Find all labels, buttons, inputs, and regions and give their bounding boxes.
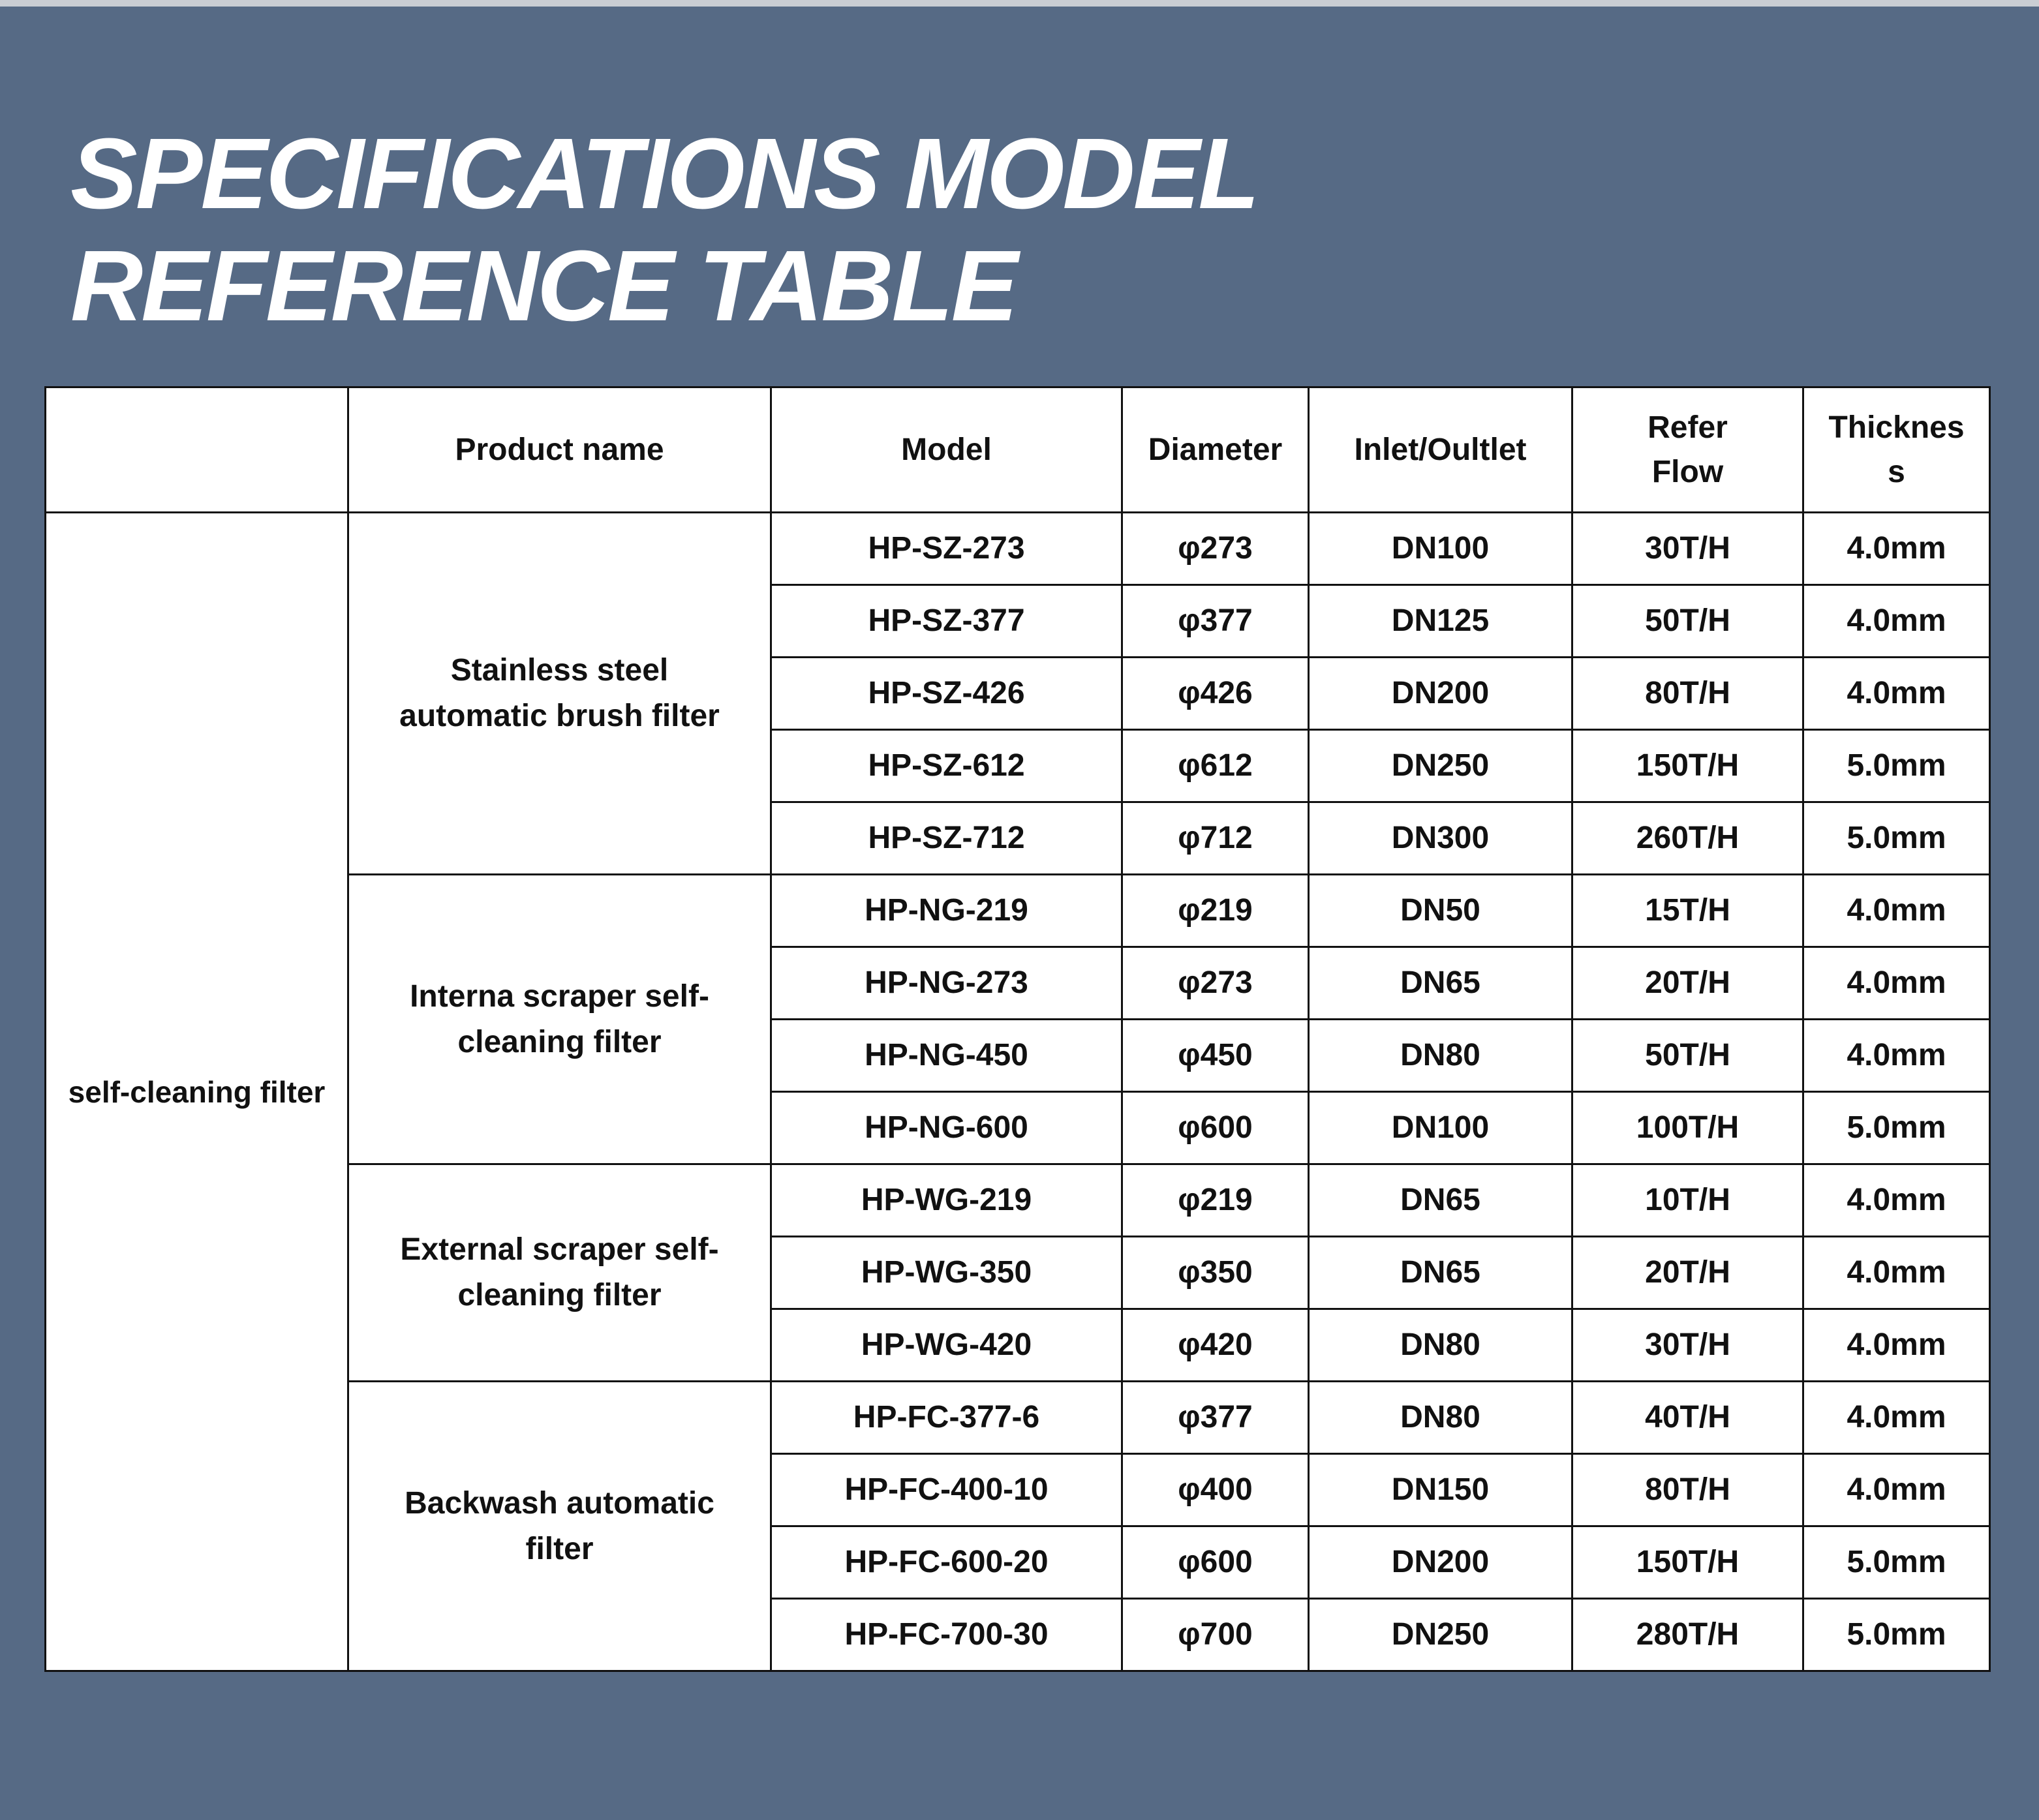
diameter-cell: φ712 xyxy=(1122,802,1309,875)
model-cell: HP-NG-600 xyxy=(771,1092,1122,1164)
inlet-cell: DN80 xyxy=(1309,1382,1572,1454)
inlet-cell: DN80 xyxy=(1309,1309,1572,1382)
diameter-cell: φ377 xyxy=(1122,585,1309,658)
diameter-cell: φ600 xyxy=(1122,1526,1309,1599)
thickness-cell: 5.0mm xyxy=(1803,1092,1990,1164)
flow-cell: 80T/H xyxy=(1572,658,1803,730)
table-row xyxy=(46,513,1990,585)
flow-cell: 15T/H xyxy=(1572,875,1803,947)
product-name-line-1: Interna scraper self- xyxy=(410,978,709,1014)
header-inlet-outlet: Inlet/Oultlet xyxy=(1309,387,1572,513)
inlet-cell: DN65 xyxy=(1309,1164,1572,1237)
header-thickness-line-2: s xyxy=(1888,454,1905,489)
diameter-cell: φ600 xyxy=(1122,1092,1309,1164)
flow-cell: 150T/H xyxy=(1572,1526,1803,1599)
model-cell: HP-NG-219 xyxy=(771,875,1122,947)
diameter-cell: φ219 xyxy=(1122,875,1309,947)
model-cell: HP-FC-700-30 xyxy=(771,1599,1122,1671)
inlet-cell: DN200 xyxy=(1309,658,1572,730)
flow-cell: 150T/H xyxy=(1572,730,1803,802)
product-name-cell xyxy=(348,513,771,875)
flow-cell: 30T/H xyxy=(1572,513,1803,585)
header-model: Model xyxy=(771,387,1122,513)
model-cell: HP-FC-377-6 xyxy=(771,1382,1122,1454)
model-cell: HP-SZ-273 xyxy=(771,513,1122,585)
thickness-cell: 4.0mm xyxy=(1803,875,1990,947)
diameter-cell: φ450 xyxy=(1122,1020,1309,1092)
inlet-cell: DN80 xyxy=(1309,1020,1572,1092)
thickness-cell: 4.0mm xyxy=(1803,1020,1990,1092)
thickness-cell: 4.0mm xyxy=(1803,1237,1990,1309)
flow-cell: 80T/H xyxy=(1572,1454,1803,1526)
flow-cell: 20T/H xyxy=(1572,1237,1803,1309)
thickness-cell: 5.0mm xyxy=(1803,802,1990,875)
inlet-cell: DN200 xyxy=(1309,1526,1572,1599)
flow-cell: 40T/H xyxy=(1572,1382,1803,1454)
header-thickness-line-1: Thicknes xyxy=(1828,410,1965,445)
model-cell: HP-NG-450 xyxy=(771,1020,1122,1092)
thickness-cell: 4.0mm xyxy=(1803,658,1990,730)
inlet-cell: DN250 xyxy=(1309,1599,1572,1671)
diameter-cell: φ420 xyxy=(1122,1309,1309,1382)
diameter-cell: φ273 xyxy=(1122,947,1309,1020)
title-line-2: REFERENCE TABLE xyxy=(70,230,1017,342)
thickness-cell: 4.0mm xyxy=(1803,1164,1990,1237)
inlet-cell: DN65 xyxy=(1309,1237,1572,1309)
flow-cell: 260T/H xyxy=(1572,802,1803,875)
product-name-cell xyxy=(348,875,771,1164)
product-name-line-1: External scraper self- xyxy=(400,1232,719,1267)
diameter-cell: φ700 xyxy=(1122,1599,1309,1671)
header-thickness xyxy=(1803,387,1990,513)
inlet-cell: DN250 xyxy=(1309,730,1572,802)
product-name-line-2: cleaning filter xyxy=(457,1024,662,1059)
header-refer-flow xyxy=(1572,387,1803,513)
top-strip xyxy=(0,0,2039,7)
model-cell: HP-SZ-426 xyxy=(771,658,1122,730)
flow-cell: 20T/H xyxy=(1572,947,1803,1020)
header-refer-flow-line-1: Refer xyxy=(1648,410,1728,445)
product-name-cell xyxy=(348,1382,771,1671)
inlet-cell: DN100 xyxy=(1309,513,1572,585)
thickness-cell: 5.0mm xyxy=(1803,1526,1990,1599)
model-cell: HP-NG-273 xyxy=(771,947,1122,1020)
header-category xyxy=(46,387,348,513)
model-cell: HP-FC-600-20 xyxy=(771,1526,1122,1599)
diameter-cell: φ612 xyxy=(1122,730,1309,802)
model-cell: HP-SZ-612 xyxy=(771,730,1122,802)
thickness-cell: 4.0mm xyxy=(1803,1382,1990,1454)
inlet-cell: DN50 xyxy=(1309,875,1572,947)
product-name-line-1: Backwash automatic xyxy=(405,1485,714,1521)
thickness-cell: 4.0mm xyxy=(1803,585,1990,658)
model-cell: HP-WG-420 xyxy=(771,1309,1122,1382)
thickness-cell: 4.0mm xyxy=(1803,1309,1990,1382)
diameter-cell: φ426 xyxy=(1122,658,1309,730)
diameter-cell: φ273 xyxy=(1122,513,1309,585)
inlet-cell: DN65 xyxy=(1309,947,1572,1020)
model-cell: HP-FC-400-10 xyxy=(771,1454,1122,1526)
model-cell: HP-WG-350 xyxy=(771,1237,1122,1309)
product-name-line-2: cleaning filter xyxy=(457,1278,662,1312)
thickness-cell: 4.0mm xyxy=(1803,513,1990,585)
model-cell: HP-SZ-377 xyxy=(771,585,1122,658)
flow-cell: 280T/H xyxy=(1572,1599,1803,1671)
thickness-cell: 5.0mm xyxy=(1803,1599,1990,1671)
thickness-cell: 4.0mm xyxy=(1803,1454,1990,1526)
inlet-cell: DN100 xyxy=(1309,1092,1572,1164)
header-refer-flow-line-2: Flow xyxy=(1651,454,1724,489)
page-title xyxy=(70,117,1257,342)
diameter-cell: φ377 xyxy=(1122,1382,1309,1454)
diameter-cell: φ400 xyxy=(1122,1454,1309,1526)
inlet-cell: DN125 xyxy=(1309,585,1572,658)
title-line-1: SPECIFICATIONS MODEL xyxy=(70,117,1258,230)
inlet-cell: DN150 xyxy=(1309,1454,1572,1526)
model-cell: HP-WG-219 xyxy=(771,1164,1122,1237)
product-name-line-2: automatic brush filter xyxy=(399,699,720,733)
product-name-cell xyxy=(348,1164,771,1382)
thickness-cell: 4.0mm xyxy=(1803,947,1990,1020)
flow-cell: 10T/H xyxy=(1572,1164,1803,1237)
header-row xyxy=(46,387,1990,513)
flow-cell: 50T/H xyxy=(1572,1020,1803,1092)
header-product-name: Product name xyxy=(348,387,771,513)
product-name-line-2: filter xyxy=(525,1531,594,1566)
model-cell: HP-SZ-712 xyxy=(771,802,1122,875)
product-name-line-1: Stainless steel xyxy=(450,653,669,688)
flow-cell: 50T/H xyxy=(1572,585,1803,658)
diameter-cell: φ219 xyxy=(1122,1164,1309,1237)
inlet-cell: DN300 xyxy=(1309,802,1572,875)
header-diameter: Diameter xyxy=(1122,387,1309,513)
spec-table xyxy=(44,386,1991,1672)
diameter-cell: φ350 xyxy=(1122,1237,1309,1309)
flow-cell: 30T/H xyxy=(1572,1309,1803,1382)
flow-cell: 100T/H xyxy=(1572,1092,1803,1164)
thickness-cell: 5.0mm xyxy=(1803,730,1990,802)
category-cell: self-cleaning filter xyxy=(46,513,348,1671)
